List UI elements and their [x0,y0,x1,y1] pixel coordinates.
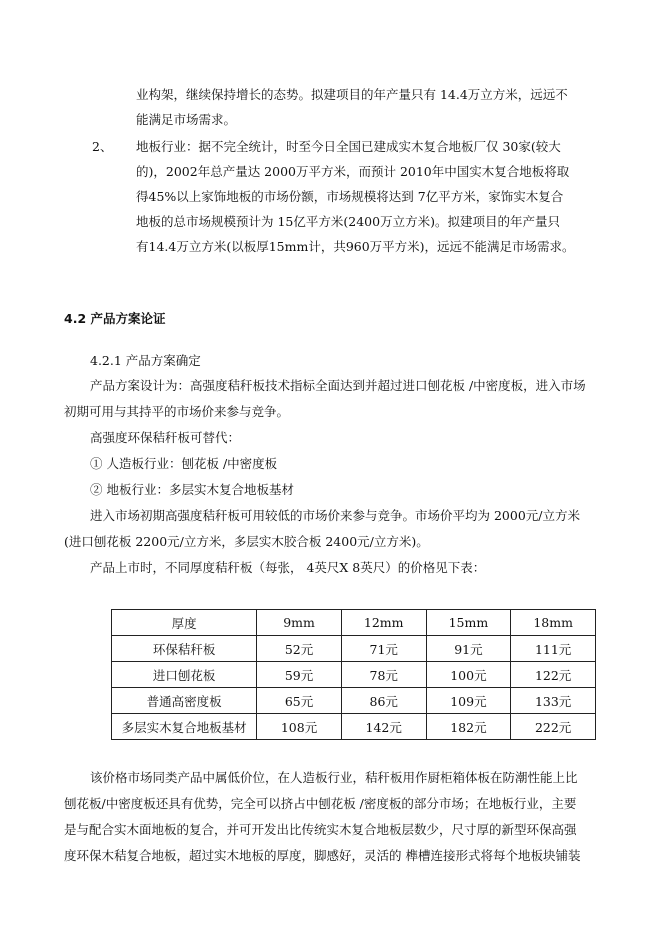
text-line: 刨花板/中密度板还具有优势，完全可以挤占中刨花板 /密度板的部分市场；在地板行业，主要 [64,796,577,811]
table-cell: 多层实木复合地板基材 [112,714,257,740]
text-line: 有14.4万立方米(以板厚15mm计，共960万平方米)，远远不能满足市场需求。 [136,239,575,254]
table-cell: 182元 [426,714,511,740]
table-row [112,636,596,662]
text-line: (进口刨花板 2200元/立方米，多层实木胶合板 2400元/立方米)。 [64,534,429,549]
text-line: 的)，2002年总产量达 2000万平方米，而预计 2010年中国实木复合地板将取 [136,164,570,179]
text-line: 高强度环保秸秆板可替代： [90,430,241,445]
table-cell: 59元 [257,662,342,688]
text-line: 该价格市场同类产品中属低价位，在人造板行业，秸秆板用作厨柜箱体板在防潮性能上比 [90,770,578,785]
section-heading: 4.2 产品方案论证 [64,311,166,326]
table-header-cell: 12mm [341,610,426,636]
text-line: 业构架，继续保持增长的态势。拟建项目的年产量只有 14.4万立方米，远远不 [136,87,568,102]
table-cell: 65元 [257,688,342,714]
sub-heading: 4.2.1 产品方案确定 [90,353,201,368]
price-table [111,609,596,740]
table-cell: 122元 [511,662,596,688]
list-item: ② 地板行业：多层实木复合地板基材 [90,482,294,497]
table-cell: 142元 [341,714,426,740]
list-item: ① 人造板行业：刨花板 /中密度板 [90,456,278,471]
table-cell: 71元 [341,636,426,662]
text-line: 地板行业：据不完全统计，时至今日全国已建成实木复合地板厂仅 30家(较大 [136,139,561,154]
table-cell: 78元 [341,662,426,688]
table-row [112,688,596,714]
table-cell: 133元 [511,688,596,714]
table-cell: 111元 [511,636,596,662]
text-line: 产品上市时，不同厚度秸秆板（每张， 4英尺X 8英尺）的价格见下表： [90,560,486,575]
table-header-cell: 厚度 [112,610,257,636]
table-cell: 222元 [511,714,596,740]
table-row [112,714,596,740]
text-line: 地板的总市场规模预计为 15亿平方米(2400万立方米)。拟建项目的年产量只 [136,214,560,229]
table-cell: 109元 [426,688,511,714]
text-line: 得45%以上家饰地板的市场份额，市场规模将达到 7亿平方米，家饰实木复合 [136,189,564,204]
table-cell: 108元 [257,714,342,740]
text-line: 是与配合实木面地板的复合，并可开发出比传统实木复合地板层数少，尺寸厚的新型环保高强 [64,822,577,837]
text-line: 初期可用与其持平的市场价来参与竞争。 [64,404,290,419]
table-cell: 52元 [257,636,342,662]
table-cell: 86元 [341,688,426,714]
text-line: 进入市场初期高强度秸秆板可用较低的市场价来参与竞争。市场价平均为 2000元/立方米 [90,508,580,523]
text-line: 度环保木秸复合地板，超过实木地板的厚度，脚感好，灵活的 榫槽连接形式将每个地板块铺装 [64,848,581,863]
table-row [112,662,596,688]
table-header-cell: 15mm [426,610,511,636]
table-header-cell: 18mm [511,610,596,636]
list-number: 2、 [92,139,113,154]
table-cell: 环保秸秆板 [112,636,257,662]
table-cell: 普通高密度板 [112,688,257,714]
table-cell: 91元 [426,636,511,662]
text-line: 产品方案设计为：高强度秸秆板技术指标全面达到并超过进口刨花板 /中密度板，进入市场 [90,378,586,393]
table-header-cell: 9mm [257,610,342,636]
text-line: 能满足市场需求。 [136,112,237,127]
table-cell: 进口刨花板 [112,662,257,688]
table-cell: 100元 [426,662,511,688]
table-header-row [112,610,596,636]
